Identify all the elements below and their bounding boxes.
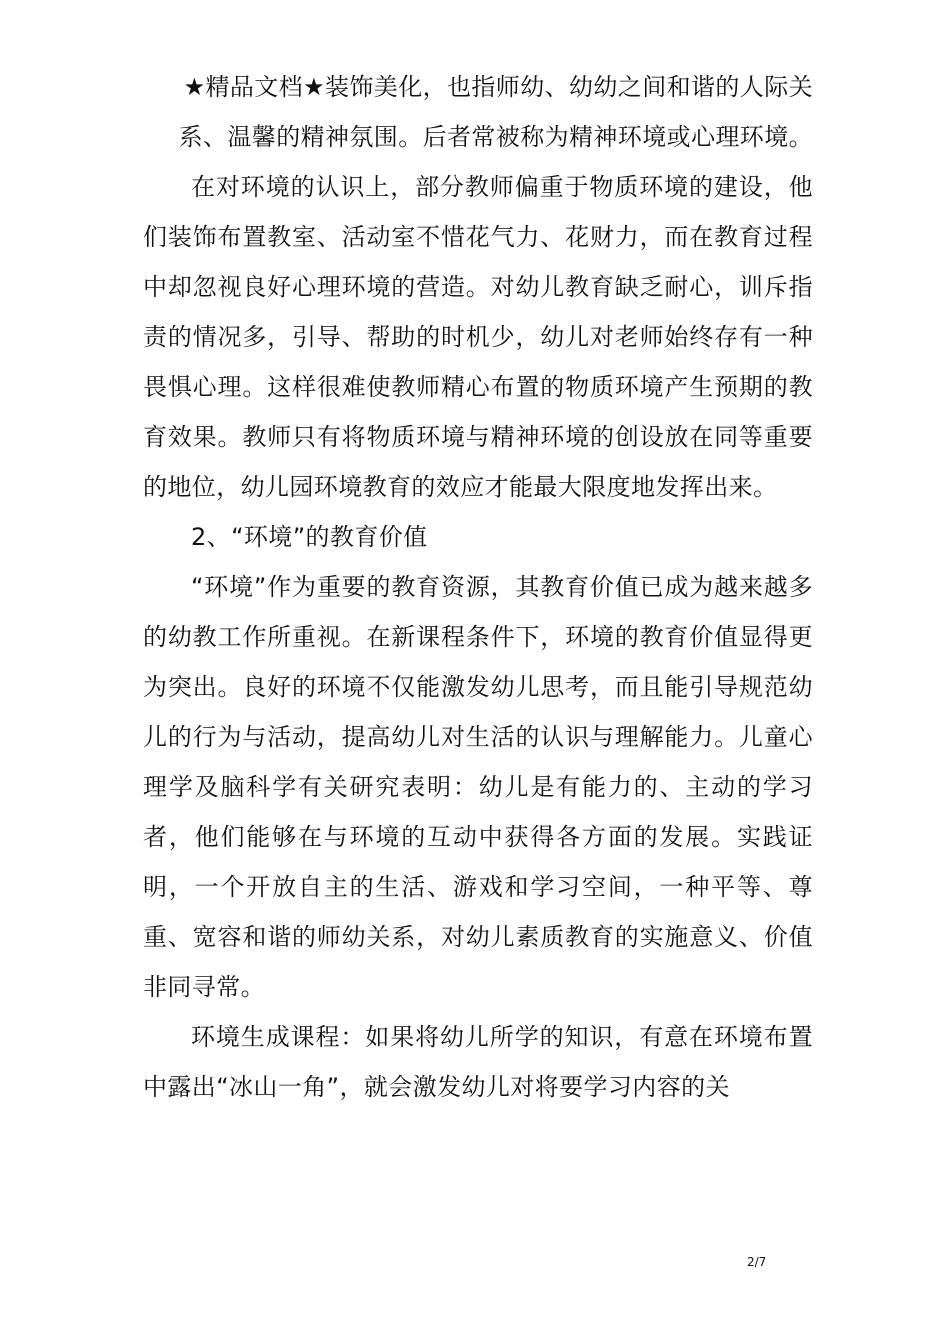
section-heading: 2、“环境”的教育价值 — [191, 523, 428, 551]
paragraph-1: ★精品文档★装饰美化，也指师幼、幼幼之间和谐的人际关系、温馨的精神氛围。后者常被称为精神环境或心理环境。 — [178, 73, 813, 151]
page-number: 2/7 — [747, 1255, 767, 1269]
paragraph-3: “环境”作为重要的教育资源，其教育价值已成为越来越多的幼教工作所重视。在新课程条件下，环境的教育价值显得更为突出。良好的环境不仅能激发幼儿思考，而且能引导规范幼儿的行为与活动，提高幼儿对生活的认识与理解能力。儿童心理学及脑科学有关研究表明：幼儿是有能力的、主动的学习者，他们能够在与环境的互动中获得各方面的发展。实践证明，一个开放自主的生活、游戏和学习空间，一种平等、尊重、宽容和谐的师幼关系，对幼儿素质教育的实施意义、价值非同寻常。 — [143, 573, 813, 1001]
document-body — [143, 62, 813, 1112]
paragraph-4: 环境生成课程：如果将幼儿所学的知识，有意在环境布置中露出“冰山一角”，就会激发幼儿对将要学习内容的关 — [143, 1023, 813, 1101]
paragraph-2: 在对环境的认识上，部分教师偏重于物质环境的建设，他们装饰布置教室、活动室不惜花气力、花财力，而在教育过程中却忽视良好心理环境的营造。对幼儿教育缺乏耐心，训斥指责的情况多，引导、帮助的时机少，幼儿对老师始终存有一种畏惧心理。这样很难使教师精心布置的物质环境产生预期的教育效果。教师只有将物质环境与精神环境的创设放在同等重要的地位，幼儿园环境教育的效应才能最大限度地发挥出来。 — [143, 173, 813, 501]
